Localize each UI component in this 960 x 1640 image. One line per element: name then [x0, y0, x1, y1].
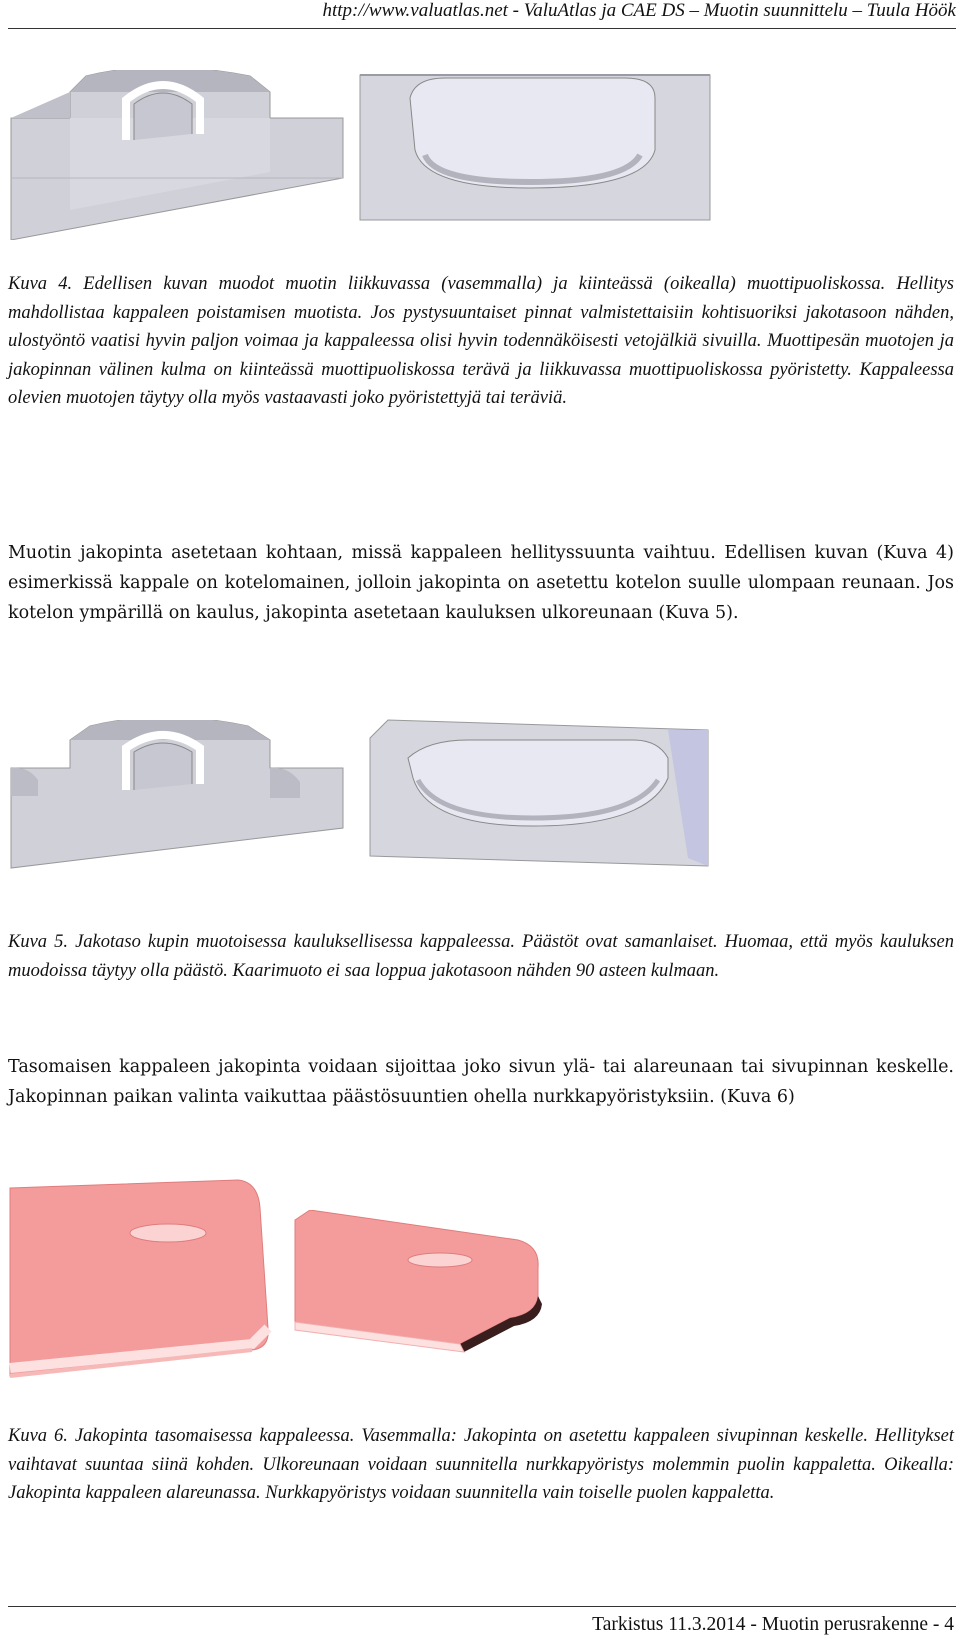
page-footer: Tarkistus 11.3.2014 - Muotin perusrakenne - 4 [592, 1614, 954, 1635]
mold-half-moving-illustration [8, 70, 348, 240]
flanged-cup-fixed-half-illustration [368, 718, 728, 868]
paragraph-flat-part: Tasomaisen kappaleen jakopinta voidaan sijoittaa joko sivun ylä- tai alareunaan tai sivupinnan keskelle. Jakopinnan paikan valinta vaikuttaa päästösuuntien ohella nurkkapyöristyksiin. (Kuva 6) [8, 1057, 954, 1107]
figure-caption-kuva-5: Kuva 5. Jakotaso kupin muotoisessa kauluksellisessa kappaleessa. Päästöt ovat samanlaiset. Huomaa, että myös kauluksen muodoissa täytyy olla päästö. Kaarimuoto ei saa loppua jakotasoon nähden 90 asteen kulmaan. [8, 932, 954, 981]
header-divider [8, 28, 956, 29]
mold-half-fixed-illustration [355, 70, 735, 230]
footer-divider [8, 1606, 956, 1607]
flanged-cup-moving-half-illustration [8, 720, 348, 870]
page-header: http://www.valuatlas.net - ValuAtlas ja CAE DS – Muotin suunnittelu – Tuula Höök [322, 0, 956, 21]
flat-part-parting-middle-illustration [8, 1178, 278, 1388]
figure-caption-kuva-4: Kuva 4. Edellisen kuvan muodot muotin liikkuvassa (vasemmalla) ja kiinteässä (oikealla) muottipuoliskossa. Hellitys mahdollistaa kappaleen poistamisen muotista. Jos pystysuuntaiset pinnat valmistettaisiin kohtisuoriksi jakotasoon nähden, ulostyöntö vaatisi hyvin paljon voimaa ja kappaleessa olisi hyvin todennäköisesti vetojälkiä sivuilla. Muottipesän muotojen ja jakopinnan välinen kulma on kiinteässä muottipuoliskossa terävä ja liikkuvassa muottipuoliskossa pyöristetty. Kappaleessa olevien muotojen täytyy olla myös vastaavasti joko pyöristettyjä tai teräviä. [8, 274, 954, 408]
figure-caption-kuva-6: Kuva 6. Jakopinta tasomaisessa kappaleessa. Vasemmalla: Jakopinta on asetettu kappaleen sivupinnan keskelle. Hellitykset vaihtavat suuntaa siinä kohden. Ulkoreunaan voidaan suunnitella nurkkapyöristys molemmin puolin kappaletta. Oikealla: Jakopinta kappaleen alareunassa. Nurkkapyöristys voidaan suunnitella vain toiselle puolen kappaletta. [8, 1426, 954, 1503]
paragraph-parting-surface: Muotin jakopinta asetetaan kohtaan, missä kappaleen hellityssuunta vaihtuu. Edellisen kuvan (Kuva 4) esimerkissä kappale on kotelomainen, jolloin jakopinta on asetettu kotelon suulle ulompaan reunaan. Jos kotelon ympärillä on kaulus, jakopinta asetetaan kauluksen ulkoreunaan (Kuva 5). [8, 543, 954, 623]
flat-part-parting-bottom-illustration [290, 1210, 580, 1360]
